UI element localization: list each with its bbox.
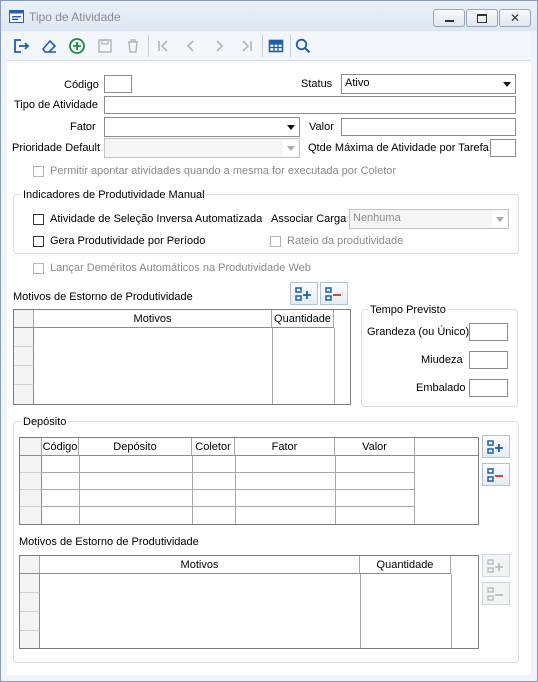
chevron-down-icon <box>499 76 514 92</box>
remove-row-icon <box>486 467 506 483</box>
deposito-col-valor[interactable]: Valor <box>335 438 415 456</box>
motivos1-title: Motivos de Estorno de Produtividade <box>13 291 193 303</box>
chevron-down-icon <box>283 119 298 135</box>
row-header <box>20 612 40 631</box>
prev-record-button[interactable] <box>179 34 203 58</box>
deposito-col-fator[interactable]: Fator <box>235 438 335 456</box>
associar-carga-label: Associar Carga <box>271 213 347 225</box>
grid-divider <box>192 456 193 525</box>
prioridade-select[interactable] <box>104 138 300 158</box>
motivos1-grid[interactable] <box>13 309 351 405</box>
motivos2-add-button[interactable] <box>482 554 510 577</box>
row-header <box>20 631 40 649</box>
gera-produtividade-label: Gera Produtividade por Período <box>50 235 206 247</box>
status-label: Status <box>301 78 333 90</box>
selecao-inversa-label: Atividade de Seleção Inversa Automatizada <box>50 213 263 225</box>
table-row[interactable] <box>42 456 415 473</box>
grid-divider <box>79 456 80 525</box>
next-record-button[interactable] <box>207 34 231 58</box>
motivos1-col-quantidade[interactable]: Quantidade <box>272 310 334 328</box>
prev-record-icon <box>182 37 200 55</box>
motivos1-col-motivos[interactable]: Motivos <box>34 310 272 328</box>
deposito-col-deposito[interactable]: Depósito <box>79 438 192 456</box>
chevron-down-icon <box>492 211 507 227</box>
search-button[interactable] <box>291 34 315 58</box>
grandeza-label: Grandeza (ou Único) <box>367 326 470 338</box>
motivos1-remove-button[interactable] <box>320 282 348 305</box>
grid-divider <box>272 328 273 405</box>
associar-carga-select[interactable] <box>349 209 509 229</box>
qtde-label: Qtde Máxima de Atividade por Tarefa <box>308 142 489 154</box>
deposito-add-button[interactable] <box>482 435 510 458</box>
indicadores-title: Indicadores de Produtividade Manual <box>23 189 205 201</box>
table-row[interactable] <box>42 507 415 525</box>
clear-button[interactable] <box>37 34 61 58</box>
close-icon: ✕ <box>509 11 521 25</box>
grid-divider <box>334 328 335 405</box>
grid-divider <box>360 574 361 649</box>
deposito-title: Depósito <box>23 416 67 428</box>
associar-carga-value: Nenhuma <box>353 212 401 224</box>
trash-icon <box>124 37 142 55</box>
embalado-input[interactable] <box>469 379 508 397</box>
minimize-button[interactable] <box>433 9 465 27</box>
motivos2-grid[interactable] <box>19 555 479 649</box>
row-header <box>14 328 34 347</box>
row-header <box>14 366 34 385</box>
permitir-label: Permitir apontar atividades quando a mesma for executada por Coletor <box>50 165 397 177</box>
status-select[interactable] <box>341 74 516 94</box>
table-icon <box>267 37 285 55</box>
toolbar-separator <box>148 35 149 57</box>
row-header <box>20 473 42 490</box>
row-header <box>14 347 34 366</box>
tipo-label: Tipo de Atividade <box>14 99 98 111</box>
chevron-down-icon <box>283 140 298 156</box>
row-header-corner <box>14 310 34 328</box>
add-row-icon <box>486 439 506 455</box>
status-value: Ativo <box>345 77 370 89</box>
row-header <box>20 574 40 593</box>
valor-input[interactable] <box>341 118 516 136</box>
add-row-icon <box>294 286 314 302</box>
deposito-col-codigo[interactable]: Código <box>42 438 79 456</box>
row-header <box>20 507 42 525</box>
fator-select[interactable] <box>104 117 300 137</box>
first-record-button[interactable] <box>151 34 175 58</box>
maximize-icon <box>477 14 487 23</box>
motivos2-remove-button[interactable] <box>482 582 510 605</box>
rateio-label: Rateio da produtividade <box>287 235 404 247</box>
grid-view-button[interactable] <box>264 34 288 58</box>
eraser-icon <box>40 37 58 55</box>
demeritos-checkbox[interactable] <box>33 263 44 274</box>
add-row-icon <box>486 558 506 574</box>
fator-label: Fator <box>70 121 96 133</box>
miudeza-input[interactable] <box>469 351 508 369</box>
search-icon <box>294 37 312 55</box>
tempo-previsto-title: Tempo Previsto <box>370 304 446 316</box>
rateio-checkbox[interactable] <box>270 236 281 247</box>
motivos2-col-quantidade[interactable]: Quantidade <box>360 556 451 574</box>
tipo-input[interactable] <box>104 96 516 114</box>
valor-label: Valor <box>309 121 334 133</box>
remove-row-icon <box>486 586 506 602</box>
remove-row-icon <box>324 286 344 302</box>
deposito-col-coletor[interactable]: Coletor <box>192 438 235 456</box>
save-button[interactable] <box>93 34 117 58</box>
row-header <box>20 593 40 612</box>
miudeza-label: Miudeza <box>421 354 463 366</box>
last-record-button[interactable] <box>235 34 259 58</box>
title-bar <box>1 1 537 31</box>
gera-produtividade-checkbox[interactable] <box>33 236 44 247</box>
codigo-label: Código <box>64 79 99 91</box>
embalado-label: Embalado <box>416 382 466 394</box>
grid-divider <box>235 456 236 525</box>
motivos2-title: Motivos de Estorno de Produtividade <box>19 536 199 548</box>
table-row[interactable] <box>42 490 415 507</box>
maximize-button[interactable] <box>466 9 498 27</box>
window-title: Tipo de Atividade <box>29 10 121 24</box>
deposito-grid[interactable] <box>19 437 479 525</box>
prioridade-label: Prioridade Default <box>12 142 101 154</box>
row-header <box>14 385 34 405</box>
exit-icon <box>12 37 30 55</box>
row-header-corner <box>20 556 40 574</box>
grid-divider <box>335 456 336 525</box>
add-circle-icon <box>68 37 86 55</box>
app-window-icon <box>9 10 24 23</box>
qtde-input[interactable] <box>490 139 516 157</box>
motivos1-add-button[interactable] <box>290 282 318 305</box>
delete-button[interactable] <box>121 34 145 58</box>
grandeza-input[interactable] <box>469 323 508 341</box>
row-header <box>20 490 42 507</box>
motivos2-col-motivos[interactable]: Motivos <box>40 556 360 574</box>
deposito-col-filler <box>415 438 479 456</box>
form-panel <box>7 61 531 675</box>
first-record-icon <box>154 37 172 55</box>
last-record-icon <box>238 37 256 55</box>
selecao-inversa-checkbox[interactable] <box>33 214 44 225</box>
row-header-corner <box>20 438 42 456</box>
deposito-remove-button[interactable] <box>482 463 510 486</box>
toolbar-separator <box>262 35 263 57</box>
codigo-input[interactable] <box>104 75 132 93</box>
table-row[interactable] <box>42 473 415 490</box>
demeritos-label: Lançar Deméritos Automáticos na Produtividade Web <box>50 262 311 274</box>
save-icon <box>96 37 114 55</box>
permitir-checkbox[interactable] <box>33 166 44 177</box>
grid-divider <box>451 574 452 649</box>
row-header <box>20 456 42 473</box>
exit-button[interactable] <box>9 34 33 58</box>
close-button[interactable] <box>499 9 531 27</box>
toolbar <box>7 32 531 61</box>
add-button[interactable] <box>65 34 89 58</box>
minimize-icon <box>445 20 454 22</box>
next-record-icon <box>210 37 228 55</box>
